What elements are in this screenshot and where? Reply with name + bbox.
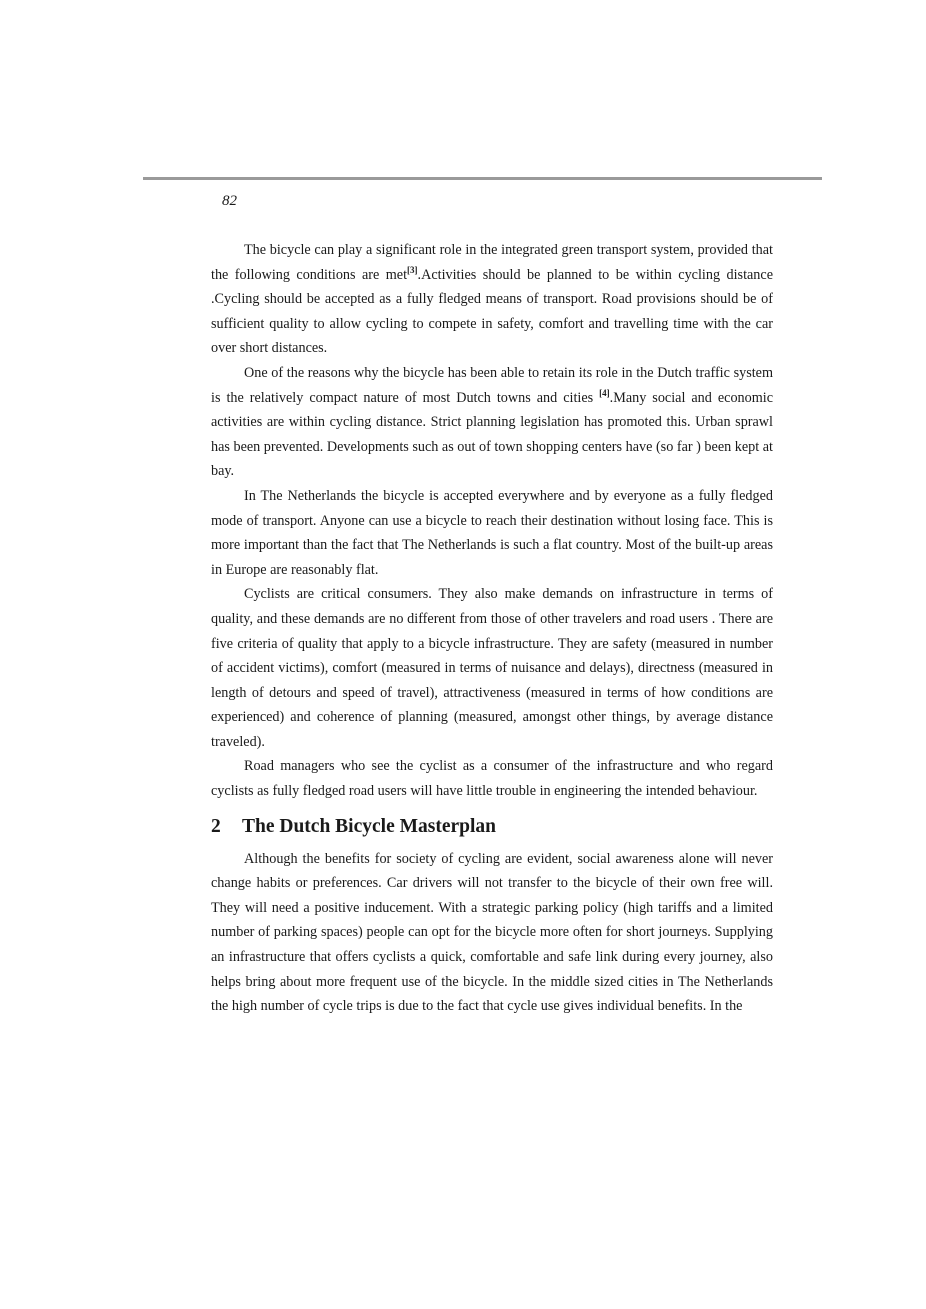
section-number: 2 [211, 815, 221, 837]
body-paragraph: Cyclists are critical consumers. They also make demands on infrastructure in terms of quality, and these demands are no different from those of other travelers and road users . There are five criteria of quality that apply to a bicycle infrastructure. They are safety (measured in number of accident victims), comfort (measured in terms of nuisance and delays), directness (measured in length of detours and speed of travel), attractiveness (measured in terms of how conditions are experienced) and coherence of planning (measured, amongst other things, by average distance traveled). [211, 586, 773, 750]
paragraph-text: .Activities should be planned to be within cycling distance .Cycling should be accepted as a fully fledged means of transport. Road provisions should be of sufficient quality to allow cycling to compete in safety, comfort and travelling time with the car over short distances. [211, 266, 773, 357]
body-paragraph: Although the benefits for society of cycling are evident, social awareness alone will never change habits or preferences. Car drivers will not transfer to the bicycle of their own free will. They will need a positive inducement. With a strategic parking policy (high tariffs and a limited number of parking spaces) people can opt for the bicycle more often for short journeys. Supplying an infrastructure that offers cyclists a quick, comfortable and safe link during every journey, also helps bring about more frequent use of the bicycle. In the middle sized cities in The Netherlands the high number of cycle trips is due to the fact that cycle use gives individual benefits. In the [211, 850, 773, 1015]
paragraph-text: .Many social and economic activities are within cycling distance. Strict planning legislation has promoted this. Urban sprawl has been prevented. Developments such as out of town shopping centers have (so far ) been kept at bay. [211, 389, 773, 480]
body-paragraph: Road managers who see the cyclist as a consumer of the infrastructure and who regard cyclists as fully fledged road users will have little trouble in engineering the intended behaviour. [211, 758, 773, 800]
header-rule [143, 177, 822, 180]
section-heading [211, 813, 773, 841]
page-body [211, 238, 773, 1019]
body-paragraph [211, 238, 773, 361]
paragraph-text: One of the reasons why the bicycle has been able to retain its role in the Dutch traffic system is the relatively compact nature of most Dutch towns and cities [211, 364, 773, 406]
section-title: The Dutch Bicycle Masterplan [242, 815, 497, 837]
paragraph-text: The bicycle can play a significant role in the integrated green transport system, provided that the following conditions are met [211, 242, 773, 283]
citation-ref: [3] [407, 264, 418, 275]
citation-ref: [4] [599, 387, 610, 398]
body-paragraph: In The Netherlands the bicycle is accepted everywhere and by everyone as a fully fledged mode of transport. Anyone can use a bicycle to reach their destination without losing face. This is more important than the fact that The Netherlands is such a flat country. Most of the built-up areas in Europe are reasonably flat. [211, 487, 773, 578]
body-paragraph [211, 361, 773, 484]
page-number: 82 [222, 193, 237, 209]
